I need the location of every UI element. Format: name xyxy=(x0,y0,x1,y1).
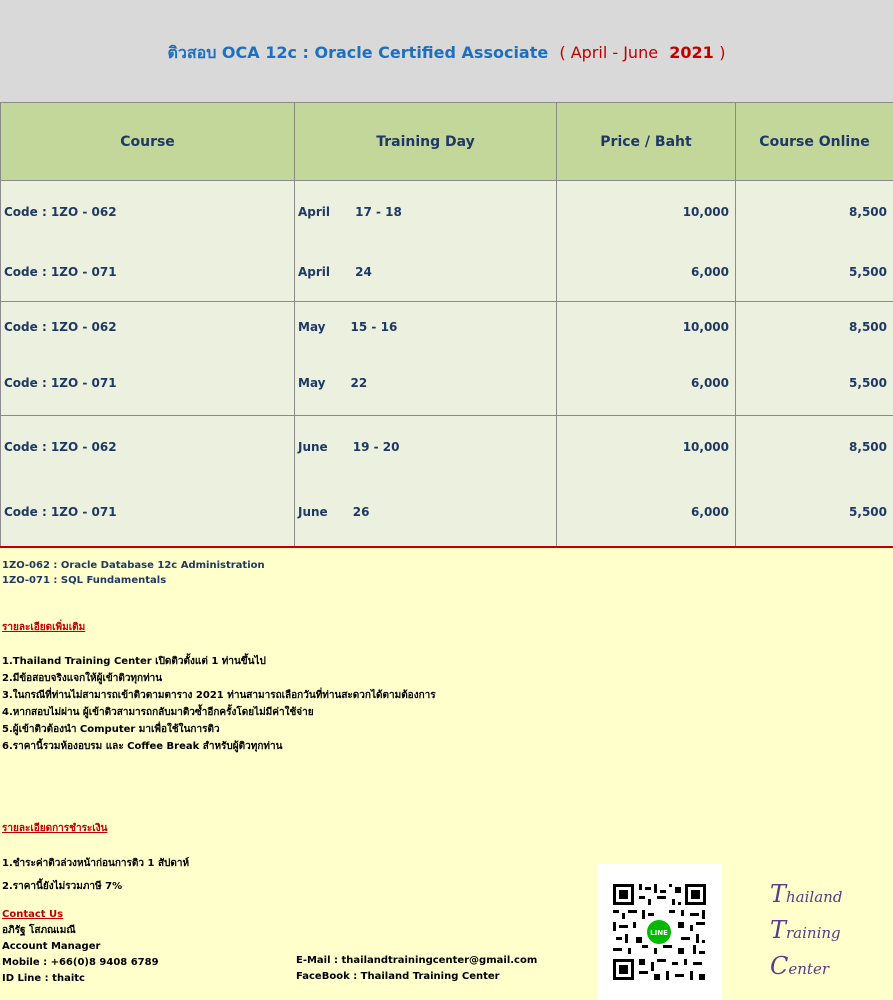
payment-list xyxy=(2,852,189,898)
title-main: ติวสอบ OCA 12c : Oracle Certified Associate xyxy=(167,43,549,62)
contact-email[interactable]: E-Mail : thailandtrainingcenter@gmail.com xyxy=(296,955,538,966)
cell-online: 5,500 xyxy=(736,352,893,416)
cell-course: Code : 1ZO - 062 xyxy=(1,416,295,479)
page-title xyxy=(0,41,893,66)
header-course-online: Course Online xyxy=(736,103,893,181)
table-row xyxy=(1,181,893,243)
cell-online: 8,500 xyxy=(736,416,893,479)
cell-online: 5,500 xyxy=(736,479,893,547)
details-list xyxy=(2,653,436,755)
title-year: 2021 xyxy=(669,43,714,62)
logo-line-training: Training xyxy=(770,916,841,944)
cell-online: 5,500 xyxy=(736,243,893,302)
cell-price: 6,000 xyxy=(557,243,736,302)
contact-role: Account Manager xyxy=(2,941,101,952)
header-course: Course xyxy=(1,103,295,181)
cell-price: 10,000 xyxy=(557,302,736,352)
cell-course: Code : 1ZO - 062 xyxy=(1,181,295,243)
table-row xyxy=(1,352,893,416)
contact-heading: Contact Us xyxy=(2,909,64,920)
cell-course: Code : 1ZO - 071 xyxy=(1,479,295,547)
note-line: 1ZO-062 : Oracle Database 12c Administration xyxy=(2,560,265,571)
line-qr-code[interactable] xyxy=(597,864,722,1000)
table-row xyxy=(1,302,893,352)
cell-course: Code : 1ZO - 062 xyxy=(1,302,295,352)
details-item: 6.ราคานี้รวมห้องอบรม และ Coffee Break สำหรับผู้ติวทุกท่าน xyxy=(2,741,283,752)
contact-facebook[interactable]: FaceBook : Thailand Training Center xyxy=(296,971,500,982)
header-price: Price / Baht xyxy=(557,103,736,181)
cell-online: 8,500 xyxy=(736,302,893,352)
details-heading: รายละเอียดเพิ่มเติม xyxy=(2,622,86,633)
title-close: ) xyxy=(719,43,726,62)
table-row xyxy=(1,243,893,302)
cell-day: May 22 xyxy=(295,352,557,416)
contact-line-id: ID Line : thaitc xyxy=(2,973,85,984)
details-item: 4.หากสอบไม่ผ่าน ผู้เข้าติวสามารถกลับมาติวซ้ำอีกครั้งโดยไม่มีค่าใช้จ่าย xyxy=(2,707,314,718)
cell-day: June 19 - 20 xyxy=(295,416,557,479)
cell-price: 6,000 xyxy=(557,352,736,416)
cell-course: Code : 1ZO - 071 xyxy=(1,352,295,416)
course-code-notes xyxy=(2,558,882,588)
cell-day: May 15 - 16 xyxy=(295,302,557,352)
cell-price: 10,000 xyxy=(557,416,736,479)
schedule-table xyxy=(0,102,893,548)
details-item: 2.มีข้อสอบจริงแจกให้ผู้เข้าติวทุกท่าน xyxy=(2,673,163,684)
table-header-row xyxy=(1,103,893,181)
contact-mobile: Mobile : +66(0)8 9408 6789 xyxy=(2,957,159,968)
note-line: 1ZO-071 : SQL Fundamentals xyxy=(2,575,167,586)
cell-day: June 26 xyxy=(295,479,557,547)
payment-item: 2.ราคานี้ยังไม่รวมภาษี 7% xyxy=(2,881,123,892)
cell-online: 8,500 xyxy=(736,181,893,243)
payment-heading: รายละเอียดการชำระเงิน xyxy=(2,823,108,834)
logo-line-thailand: Thailand xyxy=(770,880,843,908)
cell-day: April 24 xyxy=(295,243,557,302)
logo-line-center: Center xyxy=(770,952,829,980)
cell-price: 6,000 xyxy=(557,479,736,547)
qr-code-icon xyxy=(597,864,722,1000)
cell-course: Code : 1ZO - 071 xyxy=(1,243,295,302)
table-row xyxy=(1,416,893,479)
details-item: 3.ในกรณีที่ท่านไม่สามารถเข้าติวตามตาราง 2021 ท่านสามารถเลือกวันที่ท่านสะดวกได้ตามต้องการ xyxy=(2,690,436,701)
table-row xyxy=(1,479,893,547)
cell-price: 10,000 xyxy=(557,181,736,243)
details-item: 5.ผู้เข้าติวต้องนำ Computer มาเพื่อใช้ในการติว xyxy=(2,724,220,735)
payment-item: 1.ชำระค่าติวล่วงหน้าก่อนการติว 1 สัปดาห์ xyxy=(2,858,190,869)
title-period: ( April - June xyxy=(559,43,659,62)
thailand-training-center-logo xyxy=(726,866,890,996)
cell-day: April 17 - 18 xyxy=(295,181,557,243)
line-badge-label: LINE xyxy=(650,929,668,937)
header-training-day: Training Day xyxy=(295,103,557,181)
contact-name: อภิรัฐ โสภณเมณี xyxy=(2,925,76,936)
contact-section xyxy=(2,907,592,987)
details-item: 1.Thailand Training Center เปิดติวตั้งแต่ 1 ท่านขึ้นไป xyxy=(2,656,266,667)
